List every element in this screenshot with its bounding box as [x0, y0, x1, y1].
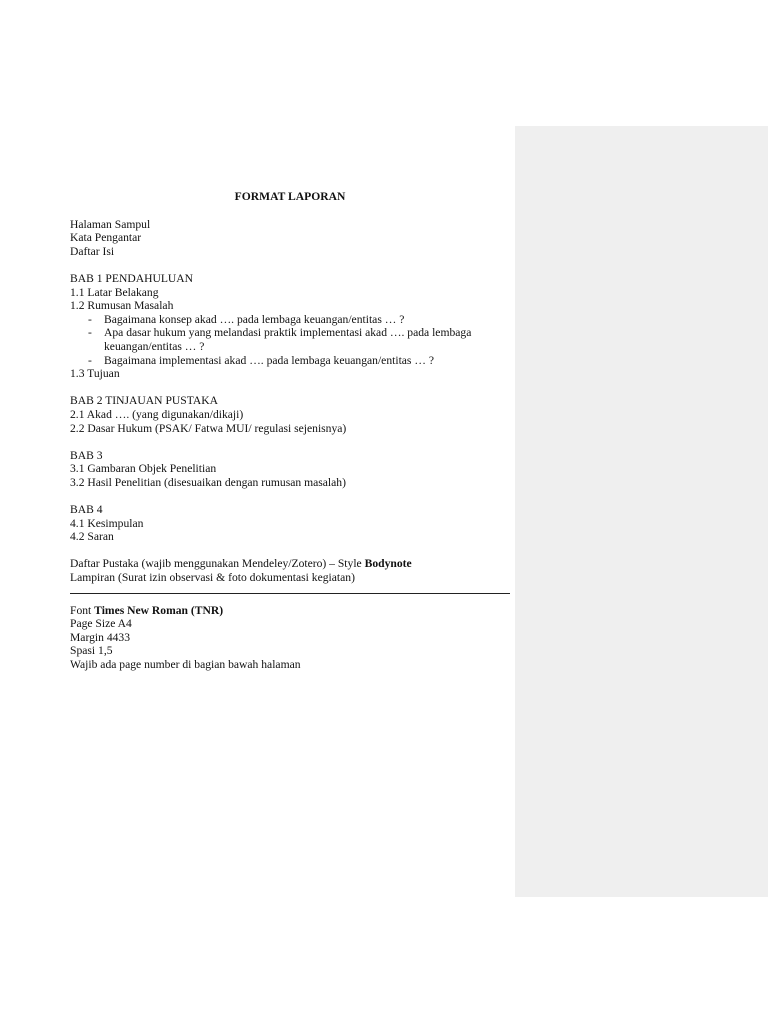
bab3-heading: BAB 3	[70, 448, 103, 462]
bab3-section-1: 3.1 Gambaran Objek Penelitian	[70, 462, 217, 476]
bab1-section-1: 1.1 Latar Belakang	[70, 285, 159, 299]
comment-pane	[515, 126, 768, 897]
bab1-section-3: 1.3 Tujuan	[70, 367, 120, 381]
daftar-pustaka-style: Bodynote	[364, 557, 412, 571]
bab2-heading: BAB 2 TINJAUAN PUSTAKA	[70, 394, 218, 408]
bullet-marker: -	[88, 353, 92, 367]
document-body	[70, 190, 510, 672]
bullet-text: Apa dasar hukum yang melandasi praktik implementasi akad …. pada lembaga keuangan/entitas … ?	[104, 326, 472, 353]
daftar-pustaka-line	[70, 557, 510, 571]
bab3-section-2: 3.2 Hasil Penelitian (disesuaikan dengan rumusan masalah)	[70, 475, 346, 489]
list-item	[70, 326, 510, 353]
bab4-section-1: 4.1 Kesimpulan	[70, 516, 144, 530]
format-page-number: Wajib ada page number di bagian bawah halaman	[70, 658, 301, 671]
list-item	[70, 354, 510, 368]
format-page-size: Page Size A4	[70, 617, 132, 631]
horizontal-rule	[70, 593, 510, 594]
document-title: FORMAT LAPORAN	[234, 190, 346, 203]
front-matter-toc: Daftar Isi	[70, 244, 115, 258]
bullet-marker: -	[88, 312, 92, 326]
front-matter-foreword: Kata Pengantar	[70, 231, 142, 245]
bab2-section-2: 2.2 Dasar Hukum (PSAK/ Fatwa MUI/ regulasi sejenisnya)	[70, 421, 347, 435]
list-item	[70, 313, 510, 327]
format-font-line	[70, 604, 510, 618]
format-margin: Margin 4433	[70, 630, 131, 644]
front-matter-cover: Halaman Sampul	[70, 217, 151, 231]
lampiran-line: Lampiran (Surat izin observasi & foto dokumentasi kegiatan)	[70, 571, 355, 585]
bullet-marker: -	[88, 326, 92, 340]
bab4-section-2: 4.2 Saran	[70, 530, 114, 544]
bab2-section-1: 2.1 Akad …. (yang digunakan/dikaji)	[70, 407, 244, 421]
daftar-pustaka-text: Daftar Pustaka (wajib menggunakan Mendeley/Zotero) – Style	[70, 557, 365, 571]
bab1-heading: BAB 1 PENDAHULUAN	[70, 271, 194, 285]
bullet-text: Bagaimana konsep akad …. pada lembaga keuangan/entitas … ?	[104, 312, 405, 326]
format-font-name: Times New Roman (TNR)	[94, 603, 224, 617]
format-spacing: Spasi 1,5	[70, 644, 113, 658]
bullet-text: Bagaimana implementasi akad …. pada lembaga keuangan/entitas … ?	[104, 353, 434, 367]
bab1-section-2: 1.2 Rumusan Masalah	[70, 299, 174, 313]
bab4-heading: BAB 4	[70, 503, 103, 517]
format-font-prefix: Font	[70, 603, 95, 617]
